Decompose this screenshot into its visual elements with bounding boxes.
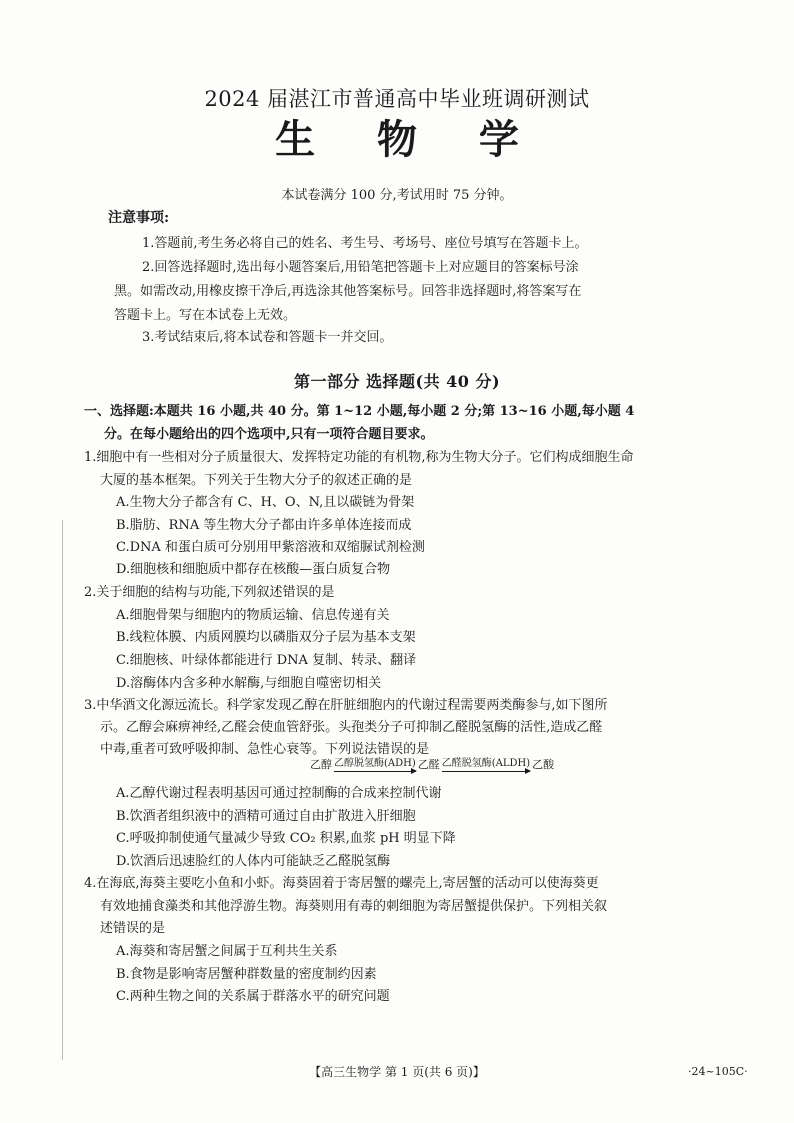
ethanol-metabolism-pathway bbox=[310, 756, 554, 772]
pathway-node-acetic-acid: 乙酸 bbox=[532, 758, 555, 771]
pathway-node-acetaldehyde: 乙醛 bbox=[417, 758, 440, 771]
question-2-option-b: B.线粒体膜、内质网膜均以磷脂双分子层为基本支架 bbox=[116, 630, 416, 645]
question-4-stem: 有效地捕食藻类和其他浮游生物。海葵则用有毒的刺细胞为寄居蟹提供保护。下列相关叙 bbox=[100, 899, 608, 914]
page-footer: 【高三生物学 第 1 页(共 6 页)】 bbox=[309, 1065, 485, 1079]
question-3-stem: 示。乙醇会麻痹神经,乙醛会使血管舒张。头孢类分子可抑制乙醛脱氢酶的活性,造成乙醛 bbox=[100, 720, 603, 735]
question-1-stem: 1.细胞中有一些相对分子质量很大、发挥特定功能的有机物,称为生物大分子。它们构成细胞生命 bbox=[84, 450, 634, 465]
pathway-arrow-aldh bbox=[440, 758, 532, 772]
pathway-enzyme-adh: 乙醇脱氢酶(ADH) bbox=[334, 758, 416, 769]
notice-line: 3.考试结束后,将本试卷和答题卡一并交回。 bbox=[142, 330, 393, 345]
notice-line: 答题卡上。写在本试卷上无效。 bbox=[114, 308, 297, 323]
question-1-option-c: C.DNA 和蛋白质可分别用甲紫溶液和双缩脲试剂检测 bbox=[116, 540, 425, 555]
exam-title: 2024 届湛江市普通高中毕业班调研测试 bbox=[204, 87, 590, 111]
exam-code: ·24~105C· bbox=[688, 1065, 748, 1078]
notice-line: 2.回答选择题时,选出每小题答案后,用铅笔把答题卡上对应题目的答案标号涂 bbox=[142, 260, 579, 275]
binding-margin-line bbox=[62, 520, 63, 1060]
question-3-option-b: B.饮酒者组织液中的酒精可通过自由扩散进入肝细胞 bbox=[116, 809, 416, 824]
question-2-option-c: C.细胞核、叶绿体都能进行 DNA 复制、转录、翻译 bbox=[116, 653, 417, 668]
question-1-option-a: A.生物大分子都含有 C、H、O、N,且以碳链为骨架 bbox=[116, 495, 415, 510]
question-1-option-d: D.细胞核和细胞质中都存在核酸—蛋白质复合物 bbox=[116, 562, 391, 577]
question-3-option-a: A.乙醇代谢过程表明基因可通过控制酶的合成来控制代谢 bbox=[116, 786, 442, 801]
question-2-stem: 2.关于细胞的结构与功能,下列叙述错误的是 bbox=[84, 585, 335, 600]
question-3-stem: 3.中华酒文化源远流长。科学家发现乙醇在肝脏细胞内的代谢过程需要两类酶参与,如下图所 bbox=[84, 698, 608, 713]
section-instruction: 分。在每小题给出的四个选项中,只有一项符合题目要求。 bbox=[104, 427, 434, 442]
question-4-option-b: B.食物是影响寄居蟹种群数量的密度制约因素 bbox=[116, 967, 377, 982]
section-title: 第一部分 选择题(共 40 分) bbox=[293, 372, 501, 391]
question-3-option-c: C.呼吸抑制使通气量减少导致 CO₂ 积累,血浆 pH 明显下降 bbox=[116, 831, 456, 846]
question-3-option-d: D.饮酒后迅速脸红的人体内可能缺乏乙醛脱氢酶 bbox=[116, 854, 391, 869]
pathway-enzyme-aldh: 乙醛脱氢酶(ALDH) bbox=[441, 758, 531, 769]
section-instruction: 一、选择题:本题共 16 小题,共 40 分。第 1~12 小题,每小题 2 分;第 13~16 小题,每小题 4 bbox=[84, 404, 635, 419]
question-4-stem: 述错误的是 bbox=[100, 921, 166, 936]
question-4-option-a: A.海葵和寄居蟹之间属于互利共生关系 bbox=[116, 944, 338, 959]
pathway-arrow-adh bbox=[332, 758, 418, 772]
question-1-option-b: B.脂肪、RNA 等生物大分子都由许多单体连接而成 bbox=[116, 518, 412, 533]
question-1-stem: 大厦的基本框架。下列关于生物大分子的叙述正确的是 bbox=[100, 473, 413, 488]
notice-line: 黑。如需改动,用橡皮擦干净后,再选涂其他答案标号。回答非选择题时,将答案写在 bbox=[114, 284, 582, 299]
notice-line: 1.答题前,考生务必将自己的姓名、考生号、考场号、座位号填写在答题卡上。 bbox=[142, 236, 588, 251]
question-2-option-a: A.细胞骨架与细胞内的物质运输、信息传递有关 bbox=[116, 608, 390, 623]
question-3-stem: 中毒,重者可致呼吸抑制、急性心衰等。下列说法错误的是 bbox=[100, 742, 430, 757]
subject-title: 生 物 学 bbox=[275, 116, 543, 163]
exam-info: 本试卷满分 100 分,考试用时 75 分钟。 bbox=[281, 188, 513, 203]
notice-heading: 注意事项: bbox=[108, 210, 170, 226]
question-4-option-c: C.两种生物之间的关系属于群落水平的研究问题 bbox=[116, 989, 390, 1004]
pathway-node-ethanol: 乙醇 bbox=[310, 758, 332, 771]
question-2-option-d: D.溶酶体内含多种水解酶,与细胞自噬密切相关 bbox=[116, 676, 382, 691]
question-4-stem: 4.在海底,海葵主要吃小鱼和小虾。海葵固着于寄居蟹的螺壳上,寄居蟹的活动可以使海葵更 bbox=[84, 876, 599, 891]
